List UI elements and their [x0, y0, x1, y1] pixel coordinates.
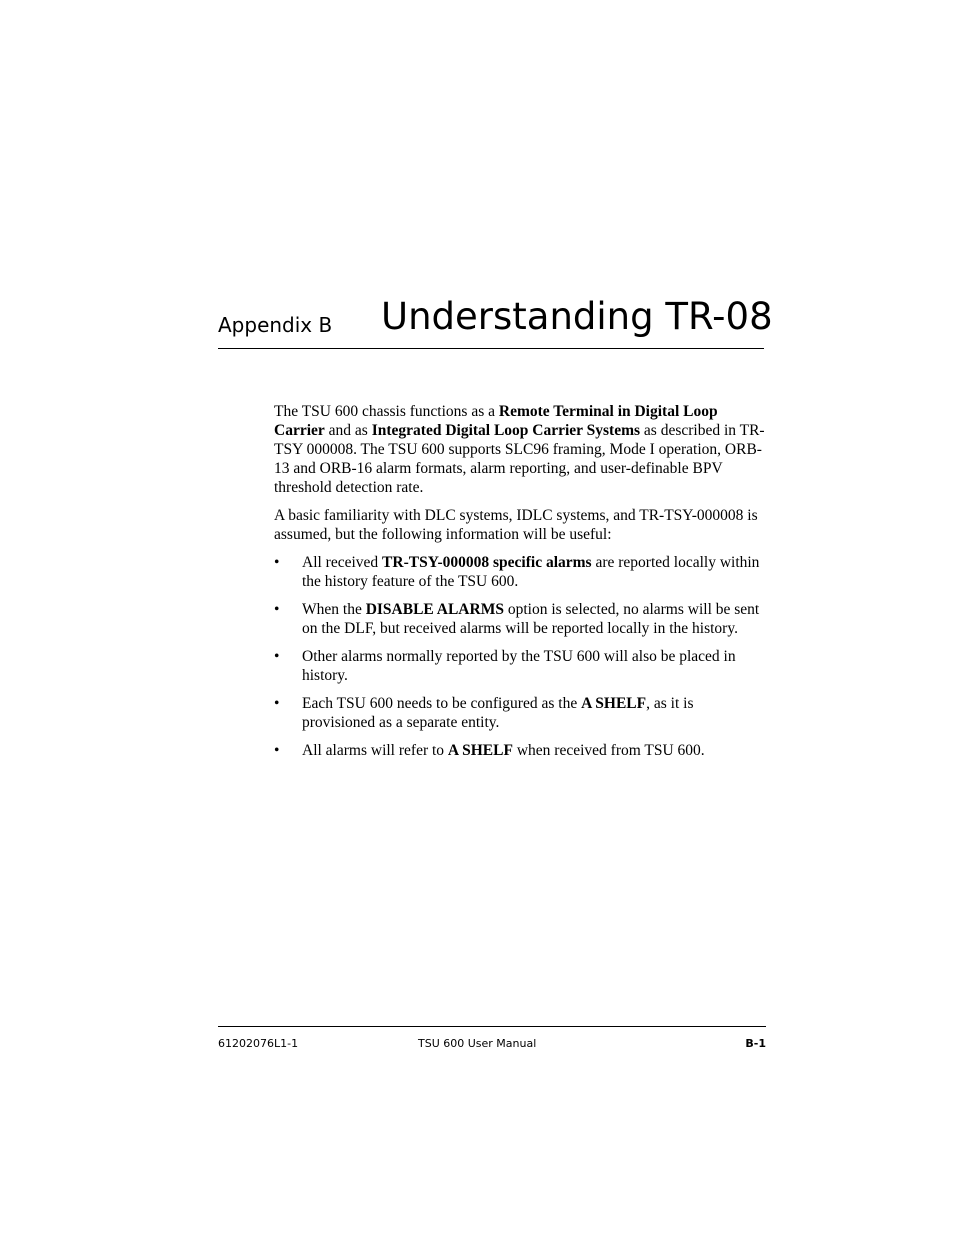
- intro-text-1: The TSU 600 chassis functions as a: [274, 403, 499, 420]
- bullet-icon: •: [274, 742, 280, 759]
- intro-paragraph: [274, 402, 766, 497]
- page-title: Understanding TR-08: [381, 295, 773, 338]
- bullet-text: are reported locally within the history feature of the TSU 600.: [302, 554, 760, 590]
- list-item: [274, 694, 766, 732]
- bullet-bold: DISABLE ALARMS: [365, 601, 504, 618]
- bullet-icon: •: [274, 554, 280, 571]
- intro-bold-remote-terminal: Remote Terminal in Digital Loop Carrier: [274, 403, 718, 439]
- appendix-label: Appendix B: [218, 313, 333, 337]
- bullet-text: All alarms will refer to: [302, 742, 448, 759]
- bullet-text: Each TSU 600 needs to be configured as the: [302, 695, 582, 712]
- list-item: [274, 741, 766, 760]
- bullet-icon: •: [274, 695, 280, 712]
- footer-doc-number: 61202076L1-1: [218, 1037, 299, 1050]
- bullet-icon: •: [274, 648, 280, 665]
- familiarity-paragraph: A basic familiarity with DLC systems, IDLC systems, and TR-TSY-000008 is assumed, but the following information will be useful:: [274, 507, 758, 543]
- bullet-text: All received: [302, 554, 383, 571]
- list-item: [274, 600, 766, 638]
- bullet-bold: A SHELF: [581, 695, 647, 712]
- intro-text-2: and as: [324, 422, 372, 439]
- appendix-heading: [218, 290, 773, 349]
- bullet-bold: A SHELF: [447, 742, 513, 759]
- footer-page-number: B-1: [745, 1037, 766, 1050]
- bullet-text: Other alarms normally reported by the TSU 600 will also be placed in history.: [302, 648, 736, 684]
- info-bullet-list: [274, 553, 766, 760]
- bullet-bold: TR-TSY-000008 specific alarms: [382, 554, 592, 571]
- body-text: [274, 402, 766, 769]
- list-item: [274, 647, 766, 685]
- intro-bold-idlc: Integrated Digital Loop Carrier Systems: [371, 422, 641, 439]
- footer-manual-title: TSU 600 User Manual: [418, 1037, 537, 1050]
- bullet-icon: •: [274, 601, 280, 618]
- page-footer: [218, 1026, 766, 1049]
- intro-text-3: as described in TR-TSY 000008. The TSU 600 supports SLC96 framing, Mode I operation, ORB-13 and ORB-16 alarm formats, alarm reporting, and user-definable BPV threshold detection rate.: [274, 422, 765, 496]
- list-item: [274, 553, 766, 591]
- bullet-text: when received from TSU 600.: [512, 742, 705, 759]
- bullet-text: , as it is provisioned as a separate entity.: [302, 695, 694, 731]
- bullet-text: When the: [302, 601, 366, 618]
- bullet-text: option is selected, no alarms will be sent on the DLF, but received alarms will be reported locally in the history.: [302, 601, 760, 637]
